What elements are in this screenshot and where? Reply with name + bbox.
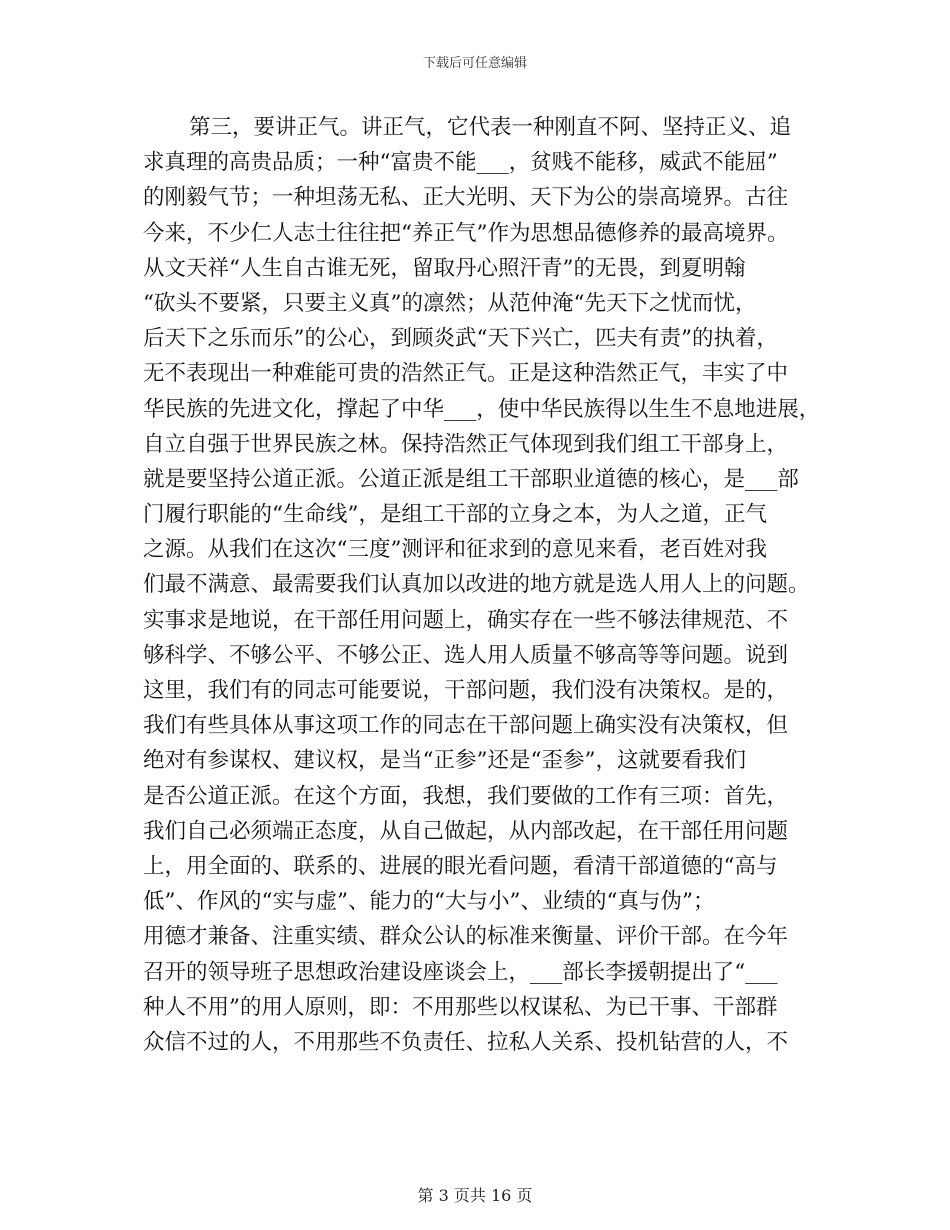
body-line: 求真理的高贵品质；一种“富贵不能___，贫贱不能移，威武不能屈” [143, 150, 778, 176]
body-line: 低”、作风的“实与虚”、能力的“大与小”、业绩的“真与伪”； [143, 889, 715, 915]
body-line: 今来，不少仁人志士往往把“养正气”作为思想品德修养的最高境界。 [143, 220, 789, 246]
body-line: “砍头不要紧，只要主义真”的凛然；从范仲淹“先天下之忧而忧， [143, 290, 757, 316]
body-line: 自立自强于世界民族之林。保持浩然正气体现到我们组工干部身上， [143, 431, 789, 457]
body-line: 无不表现出一种难能可贵的浩然正气。正是这种浩然正气，丰实了中 [143, 361, 789, 387]
body-line: 用德才兼备、注重实绩、群众公认的标准来衡量、评价干部。在今年 [143, 924, 789, 950]
body-line: 众信不过的人，不用那些不负责任、拉私人关系、投机钻营的人，不 [143, 1029, 789, 1055]
body-line: 就是要坚持公道正派。公道正派是组工干部职业道德的核心，是___部 [143, 466, 799, 492]
body-line: 从文天祥“人生自古谁无死，留取丹心照汗青”的无畏，到夏明翰 [143, 255, 746, 281]
body-line: 这里，我们有的同志可能要说，干部问题，我们没有决策权。是的， [143, 678, 789, 703]
body-line: 们最不满意、最需要我们认真加以改进的地方就是选人用人上的问题。 [143, 572, 810, 598]
body-line: 够科学、不够公平、不够公正、选人用人质量不够高等等问题。说到 [143, 642, 789, 668]
page-header: 下载后可任意编辑 [422, 56, 527, 71]
body-line: 绝对有参谋权、建议权，是当“正参”还是“歪参”，这就要看我们 [143, 748, 746, 774]
body-line: 上，用全面的、联系的、进展的眼光看问题，看清干部道德的“高与 [143, 853, 778, 879]
body-line: 我们自己必须端正态度，从自己做起，从内部改起，在干部任用问题 [143, 818, 789, 844]
body-line: 华民族的先进文化，撑起了中华___，使中华民族得以生生不息地进展， [143, 396, 821, 422]
body-line: 的刚毅气节；一种坦荡无私、正大光明、天下为公的崇高境界。古往 [143, 185, 789, 211]
document-body [143, 110, 823, 1060]
body-line: 之源。从我们在这次“三度”测评和征求到的意见来看，老百姓对我 [143, 537, 767, 563]
body-line: 是否公道正派。在这个方面，我想，我们要做的工作有三项：首先， [143, 783, 789, 809]
body-line: 种人不用”的用人原则，即：不用那些以权谋私、为已干事、干部群 [143, 994, 778, 1020]
page-footer: 第 3 页共 16 页 [417, 1186, 533, 1205]
body-line: 召开的领导班子思想政治建设座谈会上，___部长李援朝提出了“___ [143, 959, 778, 985]
body-line: 后天下之乐而乐”的公心，到顾炎武“天下兴亡，匹夫有责”的执着， [143, 326, 778, 352]
body-line: 我们有些具体从事这项工作的同志在干部问题上确实没有决策权，但 [143, 713, 789, 739]
body-line: 实事求是地说，在干部任用问题上，确实存在一些不够法律规范、不 [143, 607, 789, 633]
body-line: 门履行职能的“生命线”，是组工干部的立身之本，为人之道，正气 [143, 502, 767, 528]
body-line: 第三，要讲正气。讲正气，它代表一种刚直不阿、坚持正义、追 [189, 115, 792, 140]
